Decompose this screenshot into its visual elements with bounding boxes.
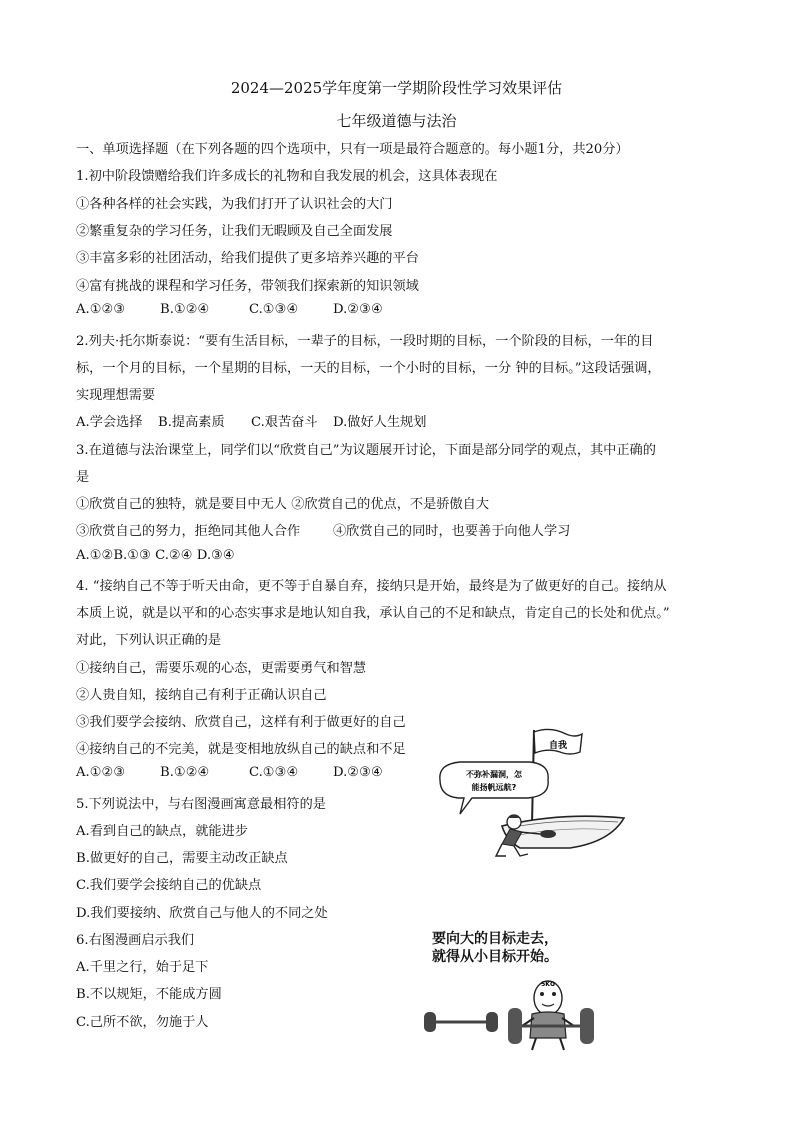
- q6-option-a: A.千里之行，始于足下: [76, 960, 209, 975]
- q1-option-a: A.①②③: [76, 302, 126, 317]
- q1-item: ③丰富多彩的社团活动，给我们提供了更多培养兴趣的平台: [76, 251, 419, 266]
- q4-item: ③我们要学会接纳、欣赏自己，这样有利于做更好的自己: [76, 715, 406, 730]
- q1-option-b: B.①②④: [160, 302, 210, 317]
- q4-stem-line: 对此，下列认识正确的是: [76, 633, 222, 648]
- q6-stem: 6.右图漫画启示我们: [76, 933, 195, 948]
- q2-stem-line: 标，一个月的目标，一个星期的目标，一天的目标，一个小时的目标，一分 钟的目标。”这段话强调，: [76, 361, 661, 376]
- q3-item: ①欣赏自己的独特，就是要目中无人 ②欣赏自己的优点，不是骄傲自大: [76, 497, 490, 512]
- barbell-illustration: [420, 962, 600, 1052]
- q5-option-b: B.做更好的自己，需要主动改正缺点: [76, 851, 288, 866]
- weightlifting-cartoon: [432, 930, 558, 966]
- q4-stem-line: 本质上说，就是以平和的心态实事求是地认知自我，承认自己的不足和缺点，肯定自己的长处和优点。”: [76, 606, 670, 621]
- cartoon-caption-line-1: 要向大的目标走去，: [432, 931, 558, 947]
- q2-option-c: C.艰苦奋斗: [251, 415, 318, 430]
- q2-stem-line: 实现理想需要: [76, 388, 156, 403]
- q2-option-b: B.提高素质: [158, 415, 225, 430]
- q3-options: A.①②B.①③ C.②④ D.③④: [76, 548, 235, 563]
- q1-item: ④富有挑战的课程和学习任务，带领我们探索新的知识领域: [76, 279, 419, 294]
- bubble-line-1: 不弥补漏洞，怎: [466, 770, 522, 779]
- q3-stem-line: 是: [76, 470, 90, 485]
- exam-subject: 七年级道德与法治: [336, 112, 457, 130]
- q3-item: ④欣赏自己的同时，也要善于向他人学习: [333, 524, 571, 539]
- q4-option-b: B.①②④: [160, 765, 210, 780]
- q4-item: ①接纳自己，需要乐观的心态，更需要勇气和智慧: [76, 661, 367, 676]
- weight-plate-label: 5KG: [541, 981, 555, 988]
- q3-item: ③欣赏自己的努力，拒绝同其他人合作: [76, 524, 301, 539]
- q4-option-c: C.①③④: [249, 765, 299, 780]
- q1-option-c: C.①③④: [249, 302, 299, 317]
- q3-stem-line: 3.在道德与法治课堂上，同学们以“欣赏自己”为议题展开讨论，下面是部分同学的观点，其中正确的: [76, 443, 656, 458]
- q5-option-c: C.我们要学会接纳自己的优缺点: [76, 878, 262, 893]
- q2-stem-line: 2.列夫·托尔斯泰说：“要有生活目标，一辈子的目标，一段时期的目标，一个阶段的目标，一年的目: [76, 334, 654, 349]
- bubble-line-2: 能扬帆远航?: [471, 783, 517, 792]
- q1-option-d: D.②③④: [333, 302, 383, 317]
- section-heading: 一、单项选择题（在下列各题的四个选项中，只有一项是最符合题意的。每小题1分，共20分）: [76, 142, 629, 157]
- q5-option-a: A.看到自己的缺点，就能进步: [76, 824, 248, 839]
- q1-item: ①各种各样的社会实践，为我们打开了认识社会的大门: [76, 197, 393, 212]
- q2-option-d: D.做好人生规划: [333, 415, 427, 430]
- q1-item: ②繁重复杂的学习任务，让我们无暇顾及自己全面发展: [76, 224, 393, 239]
- q4-option-a: A.①②③: [76, 765, 126, 780]
- q5-stem: 5.下列说法中，与右图漫画寓意最相符的是: [76, 797, 326, 812]
- q6-option-c: C.己所不欲，勿施于人: [76, 1015, 209, 1030]
- q4-stem-line: 4. “接纳自己不等于听天由命，更不等于自暴自弃，接纳只是开始，最终是为了做更好的自己。接纳从: [76, 579, 667, 594]
- q1-stem: 1.初中阶段馈赠给我们许多成长的礼物和自我发展的机会，这具体表现在: [76, 169, 498, 184]
- q6-option-b: B.不以规矩，不能成方圆: [76, 987, 222, 1002]
- q4-option-d: D.②③④: [333, 765, 383, 780]
- exam-title: 2024—2025学年度第一学期阶段性学习效果评估: [230, 79, 563, 97]
- q4-item: ②人贵自知，接纳自己有利于正确认识自己: [76, 688, 327, 703]
- flag-label: 自我: [548, 741, 568, 751]
- q2-option-a: A.学会选择: [76, 415, 143, 430]
- q5-option-d: D.我们要接纳、欣赏自己与他人的不同之处: [76, 906, 328, 921]
- cartoon-caption-line-2: 就得从小目标开始。: [432, 949, 558, 965]
- boat-repair-cartoon: [410, 722, 630, 862]
- q4-item: ④接纳自己的不完美，就是变相地放纵自己的缺点和不足: [76, 742, 406, 757]
